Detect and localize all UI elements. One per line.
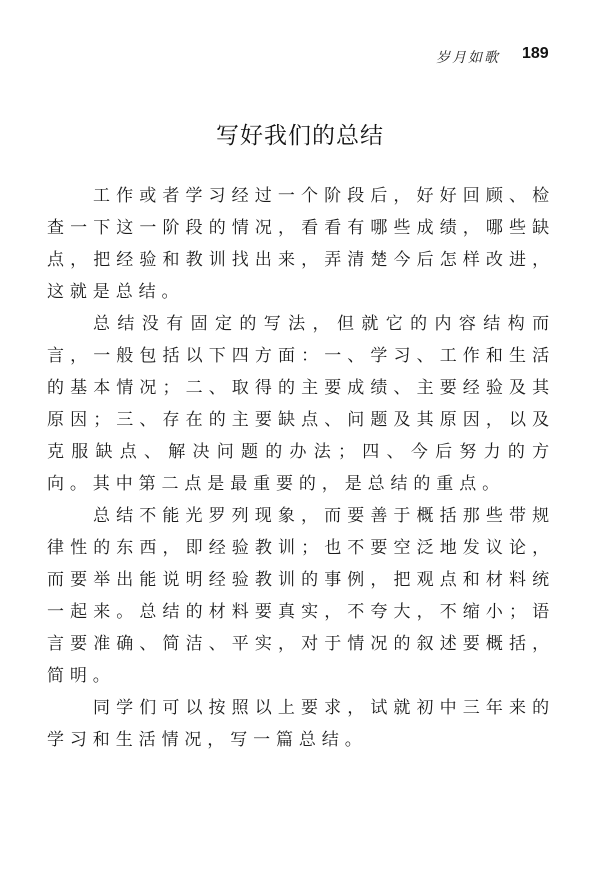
paragraph: 同学们可以按照以上要求，试就初中三年来的学习和生活情况，写一篇总结。	[47, 698, 555, 750]
paragraph: 总结不能光罗列现象，而要善于概括那些带规律性的东西，即经验教训；也不要空泛地发议论，而要举出能说明经验教训的事例，把观点和材料统一起来。总结的材料要真实，不夸大，不缩小；语言要准确、简洁、平实，对于情况的叙述要概括，简明。	[47, 506, 555, 686]
running-head: 岁月如歌	[436, 50, 500, 66]
article-body	[47, 180, 555, 756]
paragraph: 工作或者学习经过一个阶段后，好好回顾、检查一下这一阶段的情况，看看有哪些成绩，哪些缺点，把经验和教训找出来，弄清楚今后怎样改进，这就是总结。	[47, 186, 555, 302]
page-number: 189	[522, 45, 549, 62]
paragraph: 总结没有固定的写法，但就它的内容结构而言，一般包括以下四方面：一、学习、工作和生活的基本情况；二、取得的主要成绩、主要经验及其原因；三、存在的主要缺点、问题及其原因，以及克服缺点、解决问题的办法；四、今后努力的方向。其中第二点是最重要的，是总结的重点。	[47, 314, 555, 494]
article-title: 写好我们的总结	[216, 123, 384, 149]
